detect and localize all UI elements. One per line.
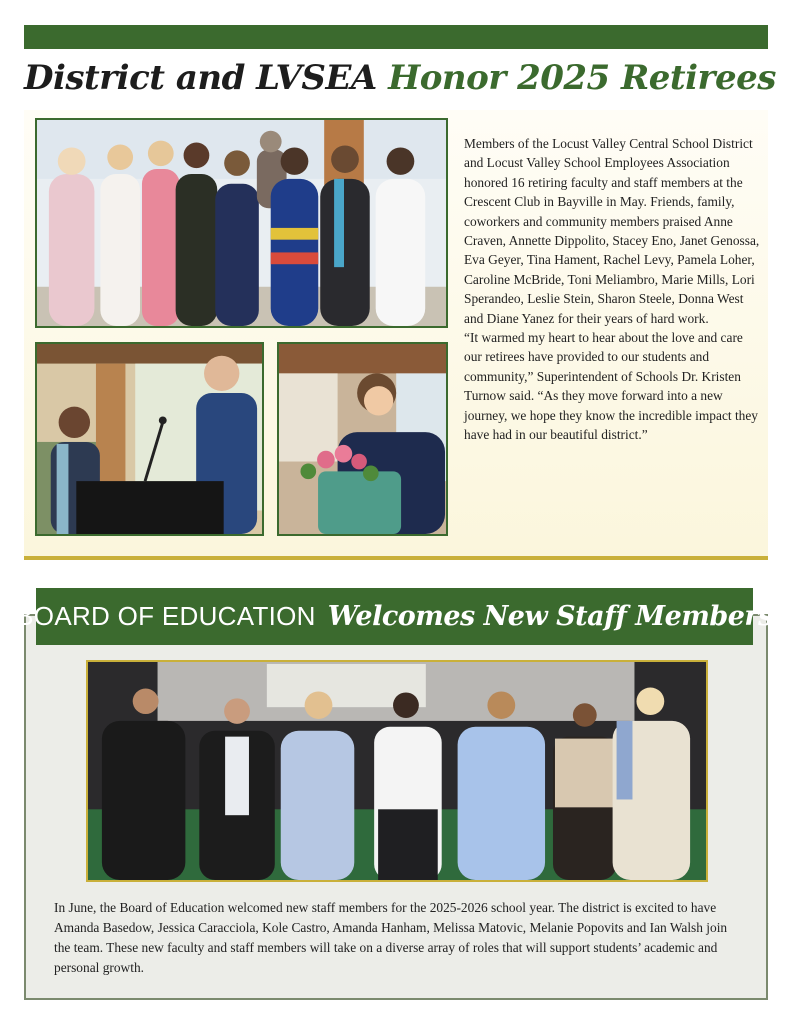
board-section-banner (16, 588, 773, 645)
banner-welcomes-new-staff: Welcomes New Staff Members (327, 601, 773, 632)
banner-board-of-education: BOARD OF EDUCATION (16, 601, 316, 631)
title-part-honor: Honor 2025 Retirees (388, 58, 776, 98)
retirees-group-photo (35, 118, 448, 328)
retiree-flowers-photo (277, 342, 448, 536)
retiree-speaker-photo (35, 342, 264, 536)
page-title (24, 58, 776, 98)
section-divider (24, 556, 768, 560)
new-staff-group-photo (86, 660, 708, 882)
retirees-paragraph-2: “It warmed my heart to hear about the love and care our retirees have provided to our students and community,” Superintendent of Schools Dr. Kristen Turnow said. “As they move forward into a new journey, we hope they know the incredible impact they have had in our beautiful district.” (464, 330, 759, 443)
title-part-district: District and LVSEA (24, 58, 377, 98)
top-banner-bar (24, 25, 768, 49)
board-paragraph: In June, the Board of Education welcomed new staff members for the 2025-2026 school year. The district is excited to have Amanda Basedow, Jessica Caracciola, Kole Castro, Amanda Hanham, Melissa Matovic, Melanie Popovits and Ian Walsh join the team. These new faculty and staff members will take on a diverse array of roles that will support students’ academic and personal growth. (54, 900, 728, 975)
retirees-paragraph-1: Members of the Locust Valley Central School District and Locust Valley School Employees Association honored 16 retiring faculty and staff members at the Crescent Club in Bayville in May. Friends, family, coworkers and community members praised Anne Craven, Annette Dippolito, Stacey Eno, Janet Genossa, Eva Geyer, Tina Hament, Rachel Levy, Pamela Loher, Caroline McBride, Toni Meliambro, Marie Mills, Lori Sperandeo, Leslie Stein, Sharon Steele, Donna West and Diane Yanez for their years of hard work. (464, 136, 760, 326)
retirees-article (464, 134, 760, 445)
